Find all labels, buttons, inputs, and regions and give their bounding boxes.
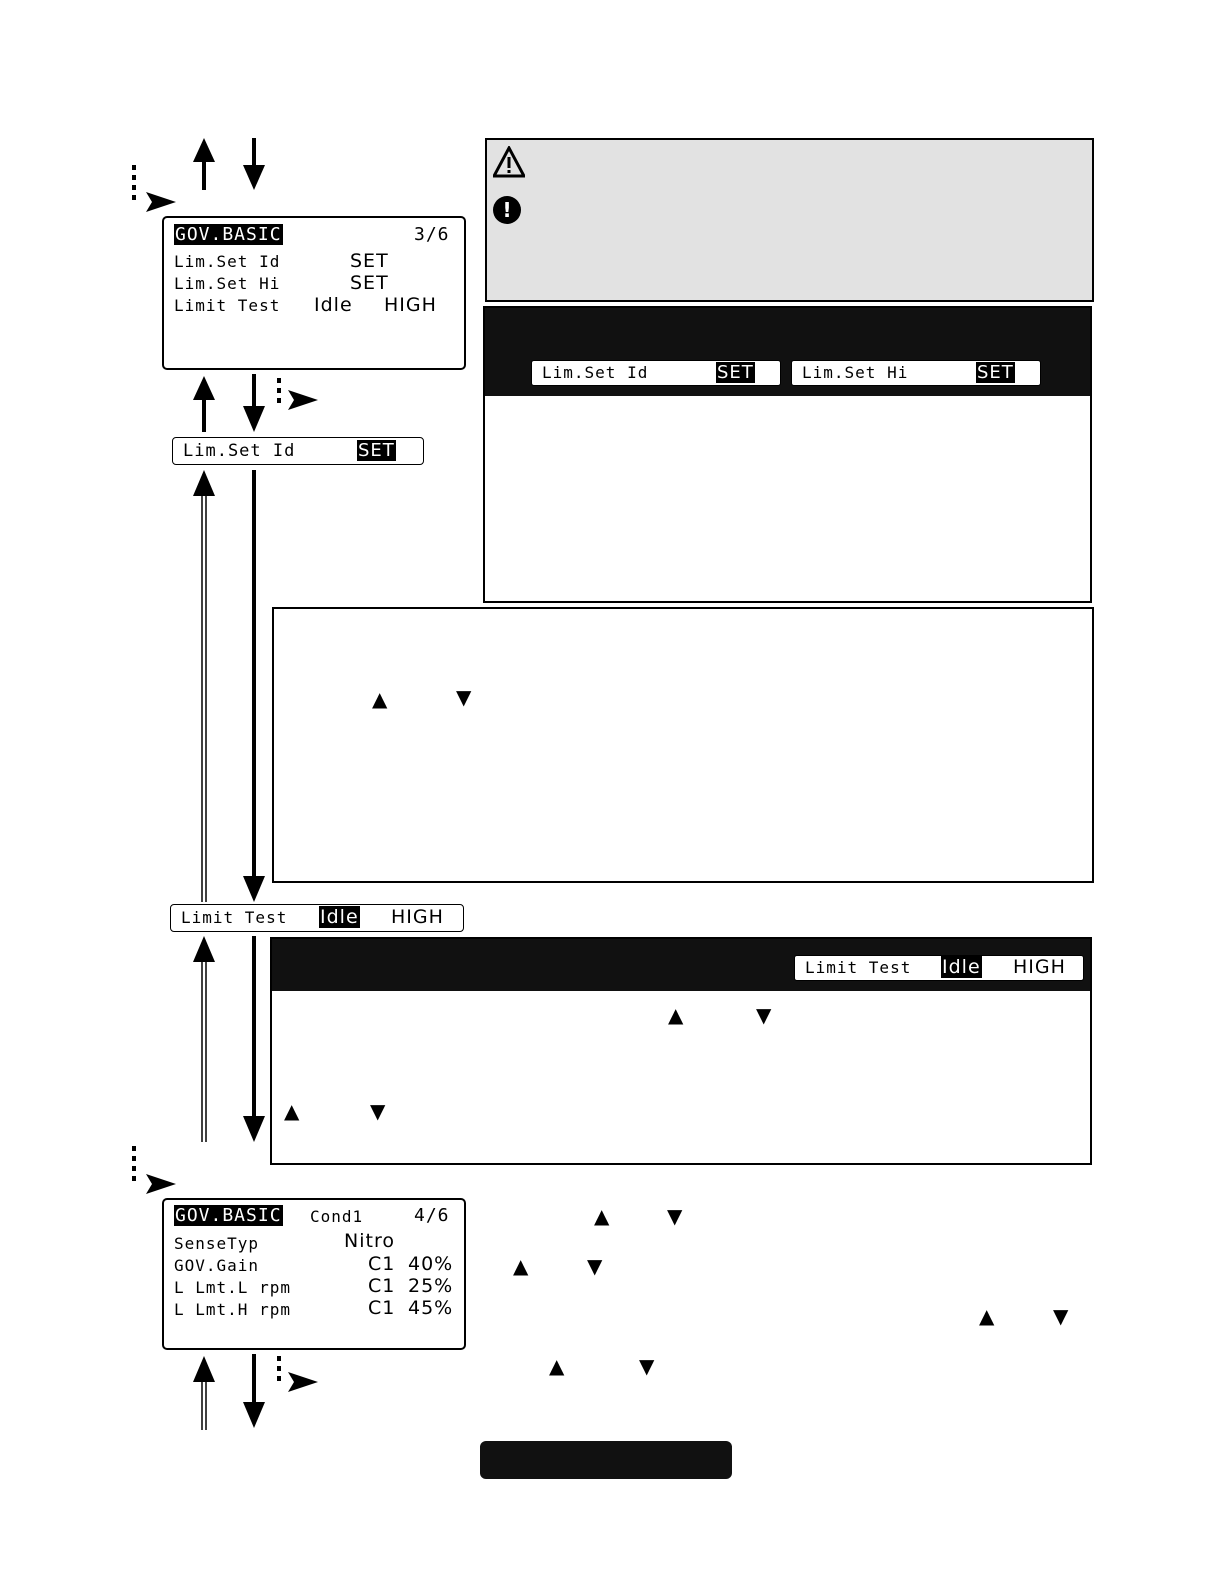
up-key-icon: ▲ <box>372 687 388 711</box>
screen-title: GOV.BASIC <box>175 224 282 245</box>
header-pill-lim-set-id <box>531 360 781 386</box>
screen-page-number: 3/6 <box>414 224 450 245</box>
header-limit-test-idle[interactable]: Idle <box>942 956 981 978</box>
lcd-screen-gov-basic-3 <box>162 216 466 370</box>
row-value-limit-test-idle[interactable]: Idle <box>314 294 353 316</box>
up-arrow-bottom <box>193 1356 215 1430</box>
warning-note-box <box>485 138 1094 302</box>
pill-limit-test <box>170 904 464 932</box>
pill-label: Lim.Set Id <box>183 441 296 461</box>
up-key-icon: ▲ <box>549 1354 565 1378</box>
caution-glyph: ! <box>502 198 512 222</box>
down-key-icon: ▼ <box>1053 1304 1069 1328</box>
row-label-sensetyp: SenseTyp <box>174 1234 260 1253</box>
pill-limit-test-label: Limit Test <box>181 908 288 927</box>
down-key-icon: ▼ <box>667 1204 683 1228</box>
up-arrow-long <box>193 470 215 902</box>
down-key-icon: ▼ <box>587 1254 603 1278</box>
down-key-icon: ▼ <box>456 685 472 709</box>
dotted-entry-arrow-bottom <box>134 1146 176 1194</box>
down-arrow-top <box>243 138 265 190</box>
procedure-box <box>272 607 1094 883</box>
up-arrow-top <box>193 138 215 190</box>
pill-limit-test-high[interactable]: HIGH <box>391 906 444 928</box>
pill-value[interactable]: SET <box>358 440 395 461</box>
down-arrow-lower <box>243 936 265 1142</box>
header-pill-limit-test <box>794 955 1084 981</box>
header-pill-value[interactable]: SET <box>977 362 1014 383</box>
up-arrow-lower <box>193 936 215 1142</box>
row-value-lim-set-hi[interactable]: SET <box>350 272 389 294</box>
row-label-gov-gain: GOV.Gain <box>174 1256 260 1275</box>
dotted-side-arrow-1 <box>279 378 318 410</box>
row-value-limit-test-high[interactable]: HIGH <box>384 294 437 316</box>
lcd-screen-gov-basic-4 <box>162 1198 466 1350</box>
screen-title: GOV.BASIC <box>175 1205 282 1226</box>
dotted-entry-arrow-top <box>134 165 176 212</box>
screen-page-number: 4/6 <box>414 1205 450 1226</box>
row-value-sensetyp[interactable]: Nitro <box>344 1230 395 1252</box>
row-label-lim-set-hi: Lim.Set Hi <box>174 274 281 293</box>
limit-test-info-box <box>270 937 1092 1165</box>
up-key-icon: ▲ <box>594 1204 610 1228</box>
page-footer-bar <box>480 1441 732 1479</box>
up-arrow-2 <box>193 376 215 432</box>
row-label-l-lmt-l: L Lmt.L rpm <box>174 1278 291 1297</box>
header-limit-test-label: Limit Test <box>805 958 912 977</box>
caution-icon <box>493 196 521 224</box>
dotted-side-arrow-2 <box>279 1356 318 1392</box>
row-value-l-lmt-l[interactable]: 25% <box>408 1275 454 1297</box>
row-cond-l-lmt-h: C1 <box>368 1297 396 1319</box>
warning-icon <box>493 146 525 178</box>
up-key-icon: ▲ <box>284 1099 300 1123</box>
down-key-icon: ▼ <box>756 1003 772 1027</box>
down-arrow-2 <box>243 374 265 432</box>
header-pill-value[interactable]: SET <box>717 362 754 383</box>
row-label-l-lmt-h: L Lmt.H rpm <box>174 1300 291 1319</box>
down-key-icon: ▼ <box>370 1099 386 1123</box>
down-key-icon: ▼ <box>639 1354 655 1378</box>
lim-set-info-box <box>483 306 1092 603</box>
pill-lim-set-id <box>172 437 424 465</box>
row-cond-gov-gain: C1 <box>368 1253 396 1275</box>
up-key-icon: ▲ <box>668 1003 684 1027</box>
up-key-icon: ▲ <box>513 1254 529 1278</box>
row-value-gov-gain[interactable]: 40% <box>408 1253 454 1275</box>
header-pill-lim-set-hi <box>791 360 1041 386</box>
screen-condition: Cond1 <box>310 1207 364 1226</box>
down-arrow-long <box>243 470 265 902</box>
row-label-limit-test: Limit Test <box>174 296 281 315</box>
pill-limit-test-idle[interactable]: Idle <box>320 906 359 928</box>
row-cond-l-lmt-l: C1 <box>368 1275 396 1297</box>
row-value-l-lmt-h[interactable]: 45% <box>408 1297 454 1319</box>
row-value-lim-set-id[interactable]: SET <box>350 250 389 272</box>
header-limit-test-high[interactable]: HIGH <box>1013 956 1066 978</box>
down-arrow-bottom <box>243 1354 265 1428</box>
row-label-lim-set-id: Lim.Set Id <box>174 252 281 271</box>
header-pill-label: Lim.Set Hi <box>802 363 909 382</box>
up-key-icon: ▲ <box>979 1304 995 1328</box>
header-pill-label: Lim.Set Id <box>542 363 649 382</box>
